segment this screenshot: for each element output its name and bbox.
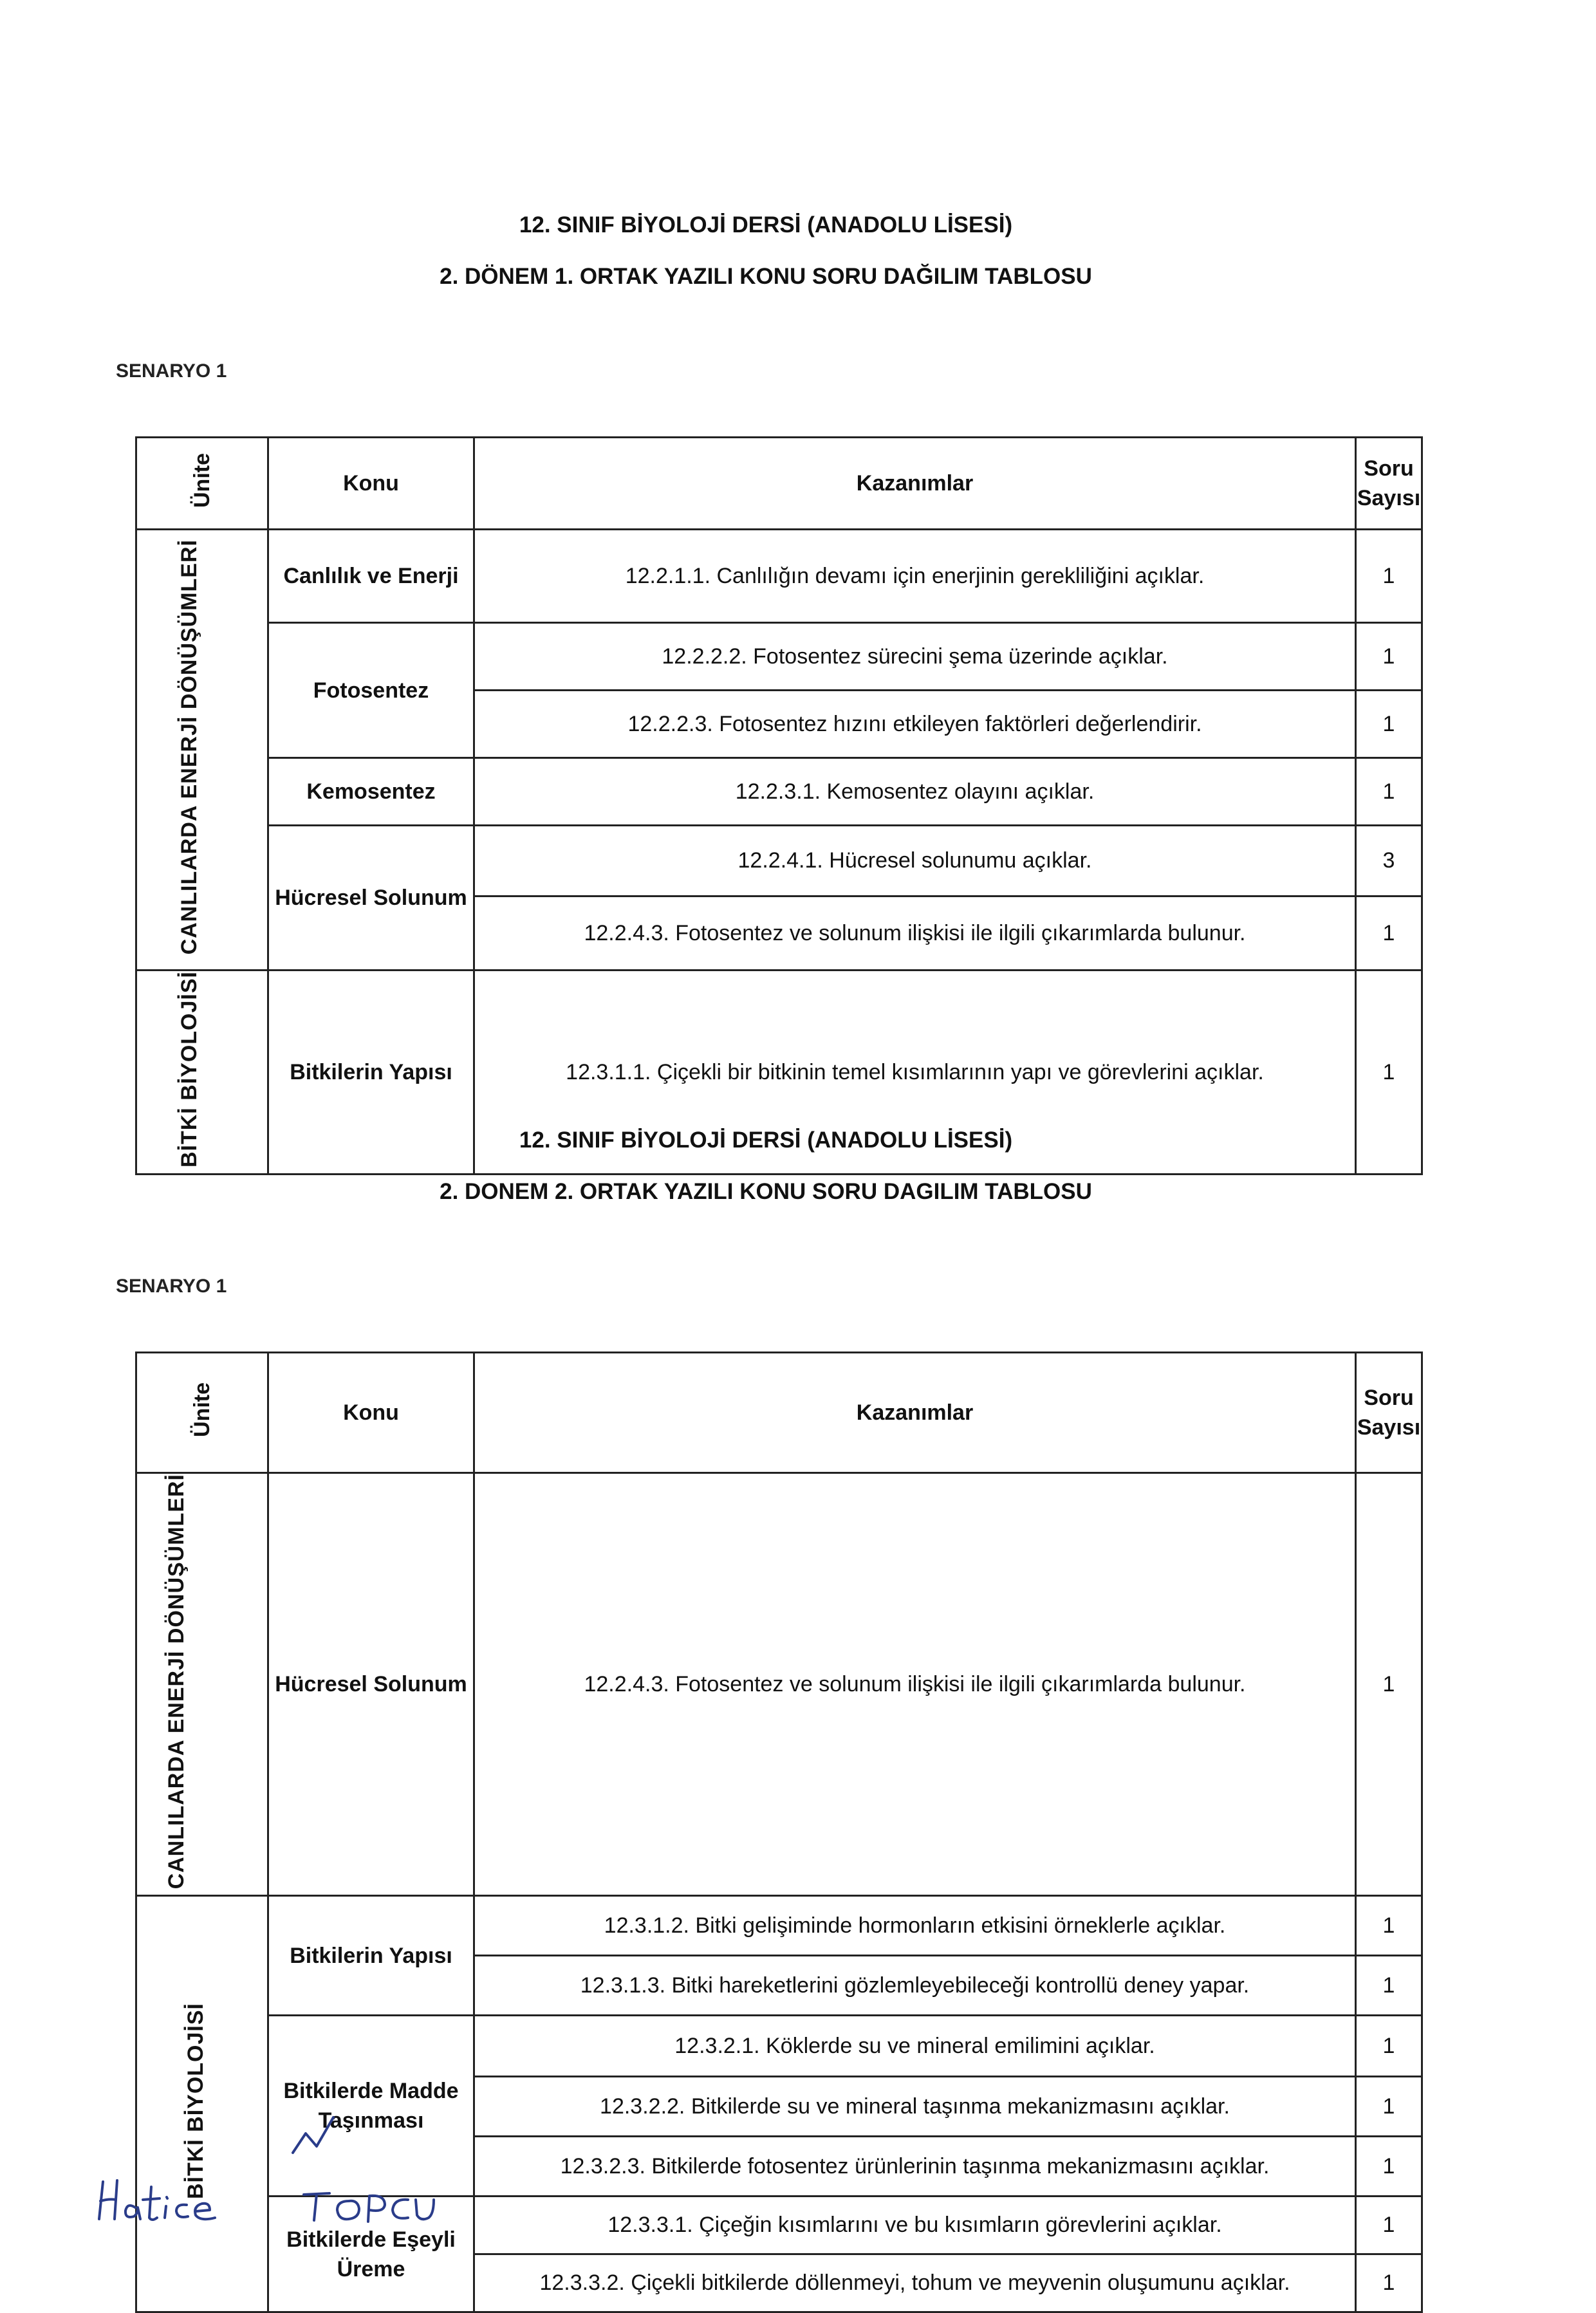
table-row — [136, 758, 1422, 826]
soru-cell: 1 — [1356, 2137, 1422, 2197]
header-kazanimlar: Kazanımlar — [474, 438, 1356, 530]
table-row — [136, 2016, 1422, 2077]
header-unite: Ünite — [136, 1353, 268, 1473]
soru-cell: 1 — [1356, 1956, 1422, 2016]
soru-cell: 1 — [1356, 530, 1422, 623]
kazanim-cell: 12.2.2.3. Fotosentez hızını etkileyen faktörleri değerlendirir. — [474, 691, 1356, 758]
konu-cell: Bitkilerde Madde Taşınması — [268, 2016, 474, 2197]
header-konu: Konu — [268, 438, 474, 530]
table-header-row — [136, 1353, 1422, 1473]
section2-title-line1: 12. SINIF BİYOLOJİ DERSİ (ANADOLU LİSESİ) — [519, 1128, 1013, 1153]
section1-scenario-label: SENARYO 1 — [116, 360, 227, 382]
section1-title-line1: 12. SINIF BİYOLOJİ DERSİ (ANADOLU LİSESİ) — [519, 212, 1013, 237]
soru-cell: 1 — [1356, 2197, 1422, 2254]
table-row — [136, 826, 1422, 896]
kazanim-cell: 12.3.2.1. Köklerde su ve mineral emilimini açıklar. — [474, 2016, 1356, 2077]
header-kazanimlar: Kazanımlar — [474, 1353, 1356, 1473]
section1-distribution-table — [135, 436, 1423, 1175]
soru-cell: 1 — [1356, 2016, 1422, 2077]
konu-cell: Bitkilerin Yapısı — [268, 971, 474, 1175]
soru-cell: 3 — [1356, 826, 1422, 896]
konu-cell: Fotosentez — [268, 623, 474, 758]
section2-title-line2: 2. DONEM 2. ORTAK YAZILI KONU SORU DAGILIM TABLOSU — [440, 1179, 1092, 1204]
kazanim-cell: 12.3.3.1. Çiçeğin kısımlarını ve bu kısımların görevlerini açıklar. — [474, 2197, 1356, 2254]
soru-cell: 1 — [1356, 1473, 1422, 1896]
header-unite: Ünite — [136, 438, 268, 530]
konu-cell: Canlılık ve Enerji — [268, 530, 474, 623]
section1-title-line2: 2. DÖNEM 1. ORTAK YAZILI KONU SORU DAĞILIM TABLOSU — [440, 264, 1092, 289]
soru-cell: 1 — [1356, 1896, 1422, 1956]
soru-cell: 1 — [1356, 2254, 1422, 2312]
konu-cell: Kemosentez — [268, 758, 474, 826]
table-header-row — [136, 438, 1422, 530]
konu-cell: Bitkilerin Yapısı — [268, 1896, 474, 2016]
table-row — [136, 1473, 1422, 1896]
kazanim-cell: 12.3.1.3. Bitki hareketlerini gözlemleyebileceği kontrollü deney yapar. — [474, 1956, 1356, 2016]
handwritten-signature — [90, 2104, 502, 2227]
kazanim-cell: 12.2.4.3. Fotosentez ve solunum ilişkisi ile ilgili çıkarımlarda bulunur. — [474, 896, 1356, 971]
kazanim-cell: 12.3.2.3. Bitkilerde fotosentez ürünlerinin taşınma mekanizmasını açıklar. — [474, 2137, 1356, 2197]
table-row — [136, 530, 1422, 623]
unit-cell: BİTKİ BİYOLOJİSİ — [136, 1896, 268, 2312]
soru-cell: 1 — [1356, 758, 1422, 826]
unit-cell: CANLILARDA ENERJİ DÖNÜŞÜMLERİ — [136, 530, 268, 971]
soru-cell: 1 — [1356, 691, 1422, 758]
soru-cell: 1 — [1356, 2077, 1422, 2137]
kazanim-cell: 12.2.1.1. Canlılığın devamı için enerjinin gerekliliğini açıklar. — [474, 530, 1356, 623]
header-soru-sayisi: Soru Sayısı — [1356, 1353, 1422, 1473]
kazanim-cell: 12.3.3.2. Çiçekli bitkilerde döllenmeyi, tohum ve meyvenin oluşumunu açıklar. — [474, 2254, 1356, 2312]
kazanim-cell: 12.3.1.2. Bitki gelişiminde hormonların etkisini örneklerle açıklar. — [474, 1896, 1356, 1956]
header-konu: Konu — [268, 1353, 474, 1473]
konu-cell: Bitkilerde Eşeyli Üreme — [268, 2197, 474, 2312]
unit-cell: CANLILARDA ENERJİ DÖNÜŞÜMLERİ — [136, 1473, 268, 1896]
section2-scenario-label: SENARYO 1 — [116, 1276, 227, 1297]
soru-cell: 1 — [1356, 896, 1422, 971]
soru-cell: 1 — [1356, 623, 1422, 691]
soru-cell: 1 — [1356, 971, 1422, 1175]
kazanim-cell: 12.2.2.2. Fotosentez sürecini şema üzerinde açıklar. — [474, 623, 1356, 691]
kazanim-cell: 12.2.4.3. Fotosentez ve solunum ilişkisi ile ilgili çıkarımlarda bulunur. — [474, 1473, 1356, 1896]
konu-cell: Hücresel Solunum — [268, 826, 474, 971]
kazanim-cell: 12.3.2.2. Bitkilerde su ve mineral taşınma mekanizmasını açıklar. — [474, 2077, 1356, 2137]
konu-cell: Hücresel Solunum — [268, 1473, 474, 1896]
kazanim-cell: 12.2.3.1. Kemosentez olayını açıklar. — [474, 758, 1356, 826]
table-row — [136, 623, 1422, 691]
kazanim-cell: 12.3.1.1. Çiçekli bir bitkinin temel kısımlarının yapı ve görevlerini açıklar. — [474, 971, 1356, 1175]
unit-cell: BİTKİ BİYOLOJİSİ — [136, 971, 268, 1175]
table-row — [136, 1896, 1422, 1956]
kazanim-cell: 12.2.4.1. Hücresel solunumu açıklar. — [474, 826, 1356, 896]
header-soru-sayisi: Soru Sayısı — [1356, 438, 1422, 530]
